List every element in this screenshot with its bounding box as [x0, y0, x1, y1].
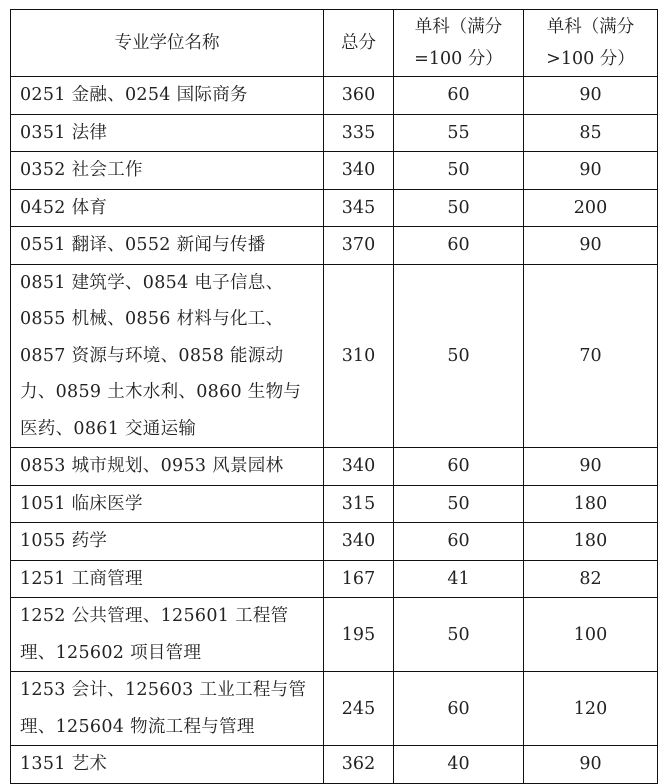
- header-single-over-100-line1: 单科（满分: [546, 17, 635, 37]
- degree-name-cell: 1051 临床医学: [11, 485, 324, 523]
- single-over-100-cell: 180: [524, 485, 658, 523]
- header-single-subject-over-100: [524, 10, 658, 77]
- degree-name-cell: 0251 金融、0254 国际商务: [11, 77, 324, 115]
- total-score-cell: 245: [324, 672, 394, 746]
- header-total-score: 总分: [324, 10, 394, 77]
- total-score-cell: 315: [324, 485, 394, 523]
- total-score-cell: 362: [324, 746, 394, 784]
- degree-name-cell: 0853 城市规划、0953 风景园林: [11, 448, 324, 486]
- total-score-cell: 167: [324, 560, 394, 598]
- single-over-100-cell: 180: [524, 523, 658, 561]
- total-score-cell: 340: [324, 152, 394, 190]
- single-over-100-cell: 90: [524, 448, 658, 486]
- table-row: [11, 114, 658, 152]
- total-score-cell: 195: [324, 598, 394, 672]
- degree-name-cell: 1252 公共管理、125601 工程管理、125602 项目管理: [11, 598, 324, 672]
- single-100-cell: 60: [394, 227, 524, 265]
- table-row: [11, 448, 658, 486]
- single-100-cell: 50: [394, 189, 524, 227]
- table-row: [11, 152, 658, 190]
- table-row: [11, 672, 658, 746]
- table-row: [11, 227, 658, 265]
- single-over-100-cell: 100: [524, 598, 658, 672]
- score-table-container: [10, 9, 658, 784]
- table-row: [11, 523, 658, 561]
- total-score-cell: 360: [324, 77, 394, 115]
- table-row: [11, 189, 658, 227]
- single-100-cell: 50: [394, 485, 524, 523]
- single-over-100-cell: 120: [524, 672, 658, 746]
- single-over-100-cell: 82: [524, 560, 658, 598]
- single-100-cell: 50: [394, 264, 524, 448]
- table-row: [11, 598, 658, 672]
- degree-name-cell: 0352 社会工作: [11, 152, 324, 190]
- degree-name-cell: 0452 体育: [11, 189, 324, 227]
- header-single-over-100-line2: >100 分）: [546, 49, 635, 69]
- header-single-subject-100: [394, 10, 524, 77]
- total-score-cell: 370: [324, 227, 394, 265]
- table-row: [11, 264, 658, 448]
- table-header-row: [11, 10, 658, 77]
- single-over-100-cell: 90: [524, 746, 658, 784]
- table-row: [11, 746, 658, 784]
- score-table: [10, 9, 658, 784]
- total-score-cell: 335: [324, 114, 394, 152]
- degree-name-cell: 1055 药学: [11, 523, 324, 561]
- total-score-cell: 340: [324, 523, 394, 561]
- single-over-100-cell: 85: [524, 114, 658, 152]
- table-row: [11, 485, 658, 523]
- total-score-cell: 345: [324, 189, 394, 227]
- degree-name-cell: 1253 会计、125603 工业工程与管理、125604 物流工程与管理: [11, 672, 324, 746]
- single-100-cell: 55: [394, 114, 524, 152]
- header-degree-name: 专业学位名称: [11, 10, 324, 77]
- degree-name-cell: 0351 法律: [11, 114, 324, 152]
- single-100-cell: 60: [394, 77, 524, 115]
- single-100-cell: 50: [394, 152, 524, 190]
- total-score-cell: 340: [324, 448, 394, 486]
- single-over-100-cell: 200: [524, 189, 658, 227]
- total-score-cell: 310: [324, 264, 394, 448]
- header-single-100-line1: 单科（满分: [414, 17, 503, 37]
- degree-name-cell: 0851 建筑学、0854 电子信息、0855 机械、0856 材料与化工、0857 资源与环境、0858 能源动力、0859 土木水利、0860 生物与医药、0861 交通运输: [11, 264, 324, 448]
- single-100-cell: 60: [394, 448, 524, 486]
- single-100-cell: 50: [394, 598, 524, 672]
- table-row: [11, 77, 658, 115]
- single-100-cell: 41: [394, 560, 524, 598]
- single-100-cell: 40: [394, 746, 524, 784]
- table-row: [11, 560, 658, 598]
- single-over-100-cell: 70: [524, 264, 658, 448]
- degree-name-cell: 1351 艺术: [11, 746, 324, 784]
- single-over-100-cell: 90: [524, 227, 658, 265]
- single-over-100-cell: 90: [524, 77, 658, 115]
- degree-name-cell: 1251 工商管理: [11, 560, 324, 598]
- header-single-100-line2: =100 分）: [414, 49, 503, 69]
- degree-name-cell: 0551 翻译、0552 新闻与传播: [11, 227, 324, 265]
- single-100-cell: 60: [394, 523, 524, 561]
- single-100-cell: 60: [394, 672, 524, 746]
- single-over-100-cell: 90: [524, 152, 658, 190]
